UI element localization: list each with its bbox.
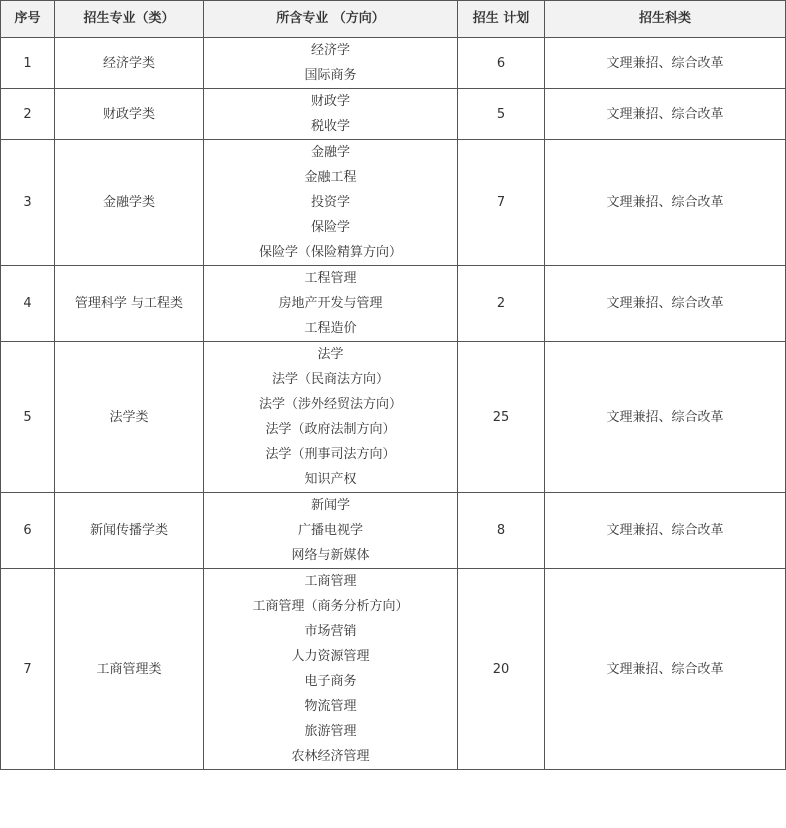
table-row [1, 569, 786, 770]
major-item: 金融学 [310, 145, 350, 160]
row-index: 2 [1, 89, 55, 140]
row-majors [204, 493, 458, 569]
major-item: 工商管理（商务分析方向） [252, 599, 409, 614]
header-category: 招生专业（类） [55, 1, 204, 38]
major-item: 农林经济管理 [291, 749, 370, 764]
major-item: 知识产权 [304, 472, 357, 487]
row-subject: 文理兼招、综合改革 [545, 89, 786, 140]
major-item: 金融工程 [304, 170, 357, 185]
major-item: 新闻学 [310, 498, 350, 513]
row-category: 管理科学 与工程类 [55, 266, 204, 342]
table-row [1, 493, 786, 569]
row-plan: 7 [458, 140, 545, 266]
header-plan: 招生 计划 [458, 1, 545, 38]
major-item: 市场营销 [304, 624, 357, 639]
table-row [1, 266, 786, 342]
row-category: 金融学类 [55, 140, 204, 266]
row-subject: 文理兼招、综合改革 [545, 493, 786, 569]
row-index: 7 [1, 569, 55, 770]
row-subject: 文理兼招、综合改革 [545, 140, 786, 266]
major-item: 国际商务 [304, 68, 357, 83]
major-item: 法学（政府法制方向） [265, 422, 396, 437]
row-majors [204, 266, 458, 342]
major-item: 法学（刑事司法方向） [265, 447, 396, 462]
major-item: 法学（民商法方向） [271, 372, 389, 387]
header-index: 序号 [1, 1, 55, 38]
major-item: 广播电视学 [297, 523, 363, 538]
major-item: 工商管理 [304, 574, 357, 589]
row-plan: 8 [458, 493, 545, 569]
major-item: 经济学 [310, 43, 350, 58]
row-index: 1 [1, 38, 55, 89]
major-item: 人力资源管理 [291, 649, 370, 664]
row-plan: 2 [458, 266, 545, 342]
row-category: 工商管理类 [55, 569, 204, 770]
row-majors [204, 38, 458, 89]
row-subject: 文理兼招、综合改革 [545, 342, 786, 493]
major-item: 投资学 [310, 195, 350, 210]
row-index: 5 [1, 342, 55, 493]
row-index: 4 [1, 266, 55, 342]
row-subject: 文理兼招、综合改革 [545, 569, 786, 770]
major-item: 税收学 [310, 119, 350, 134]
table-header [1, 1, 786, 38]
major-item: 旅游管理 [304, 724, 357, 739]
major-item: 法学 [317, 347, 344, 362]
table-row [1, 342, 786, 493]
major-item: 工程管理 [304, 271, 357, 286]
table-row [1, 38, 786, 89]
major-item: 电子商务 [304, 674, 357, 689]
row-majors [204, 89, 458, 140]
row-plan: 6 [458, 38, 545, 89]
row-category: 经济学类 [55, 38, 204, 89]
header-subject: 招生科类 [545, 1, 786, 38]
row-index: 6 [1, 493, 55, 569]
major-item: 工程造价 [304, 321, 357, 336]
row-subject: 文理兼招、综合改革 [545, 266, 786, 342]
table-body [1, 38, 786, 770]
major-item: 保险学 [310, 220, 350, 235]
row-plan: 25 [458, 342, 545, 493]
major-item: 法学（涉外经贸法方向） [258, 397, 402, 412]
row-category: 法学类 [55, 342, 204, 493]
row-majors [204, 140, 458, 266]
major-item: 网络与新媒体 [291, 548, 370, 563]
header-majors: 所含专业 （方向） [204, 1, 458, 38]
row-category: 财政学类 [55, 89, 204, 140]
row-index: 3 [1, 140, 55, 266]
row-subject: 文理兼招、综合改革 [545, 38, 786, 89]
header-row [1, 1, 786, 38]
row-plan: 5 [458, 89, 545, 140]
major-item: 房地产开发与管理 [278, 296, 383, 311]
major-item: 物流管理 [304, 699, 357, 714]
row-plan: 20 [458, 569, 545, 770]
major-item: 财政学 [310, 94, 350, 109]
row-majors [204, 569, 458, 770]
row-majors [204, 342, 458, 493]
table-row [1, 140, 786, 266]
table-row [1, 89, 786, 140]
row-category: 新闻传播学类 [55, 493, 204, 569]
major-item: 保险学（保险精算方向） [258, 245, 402, 260]
